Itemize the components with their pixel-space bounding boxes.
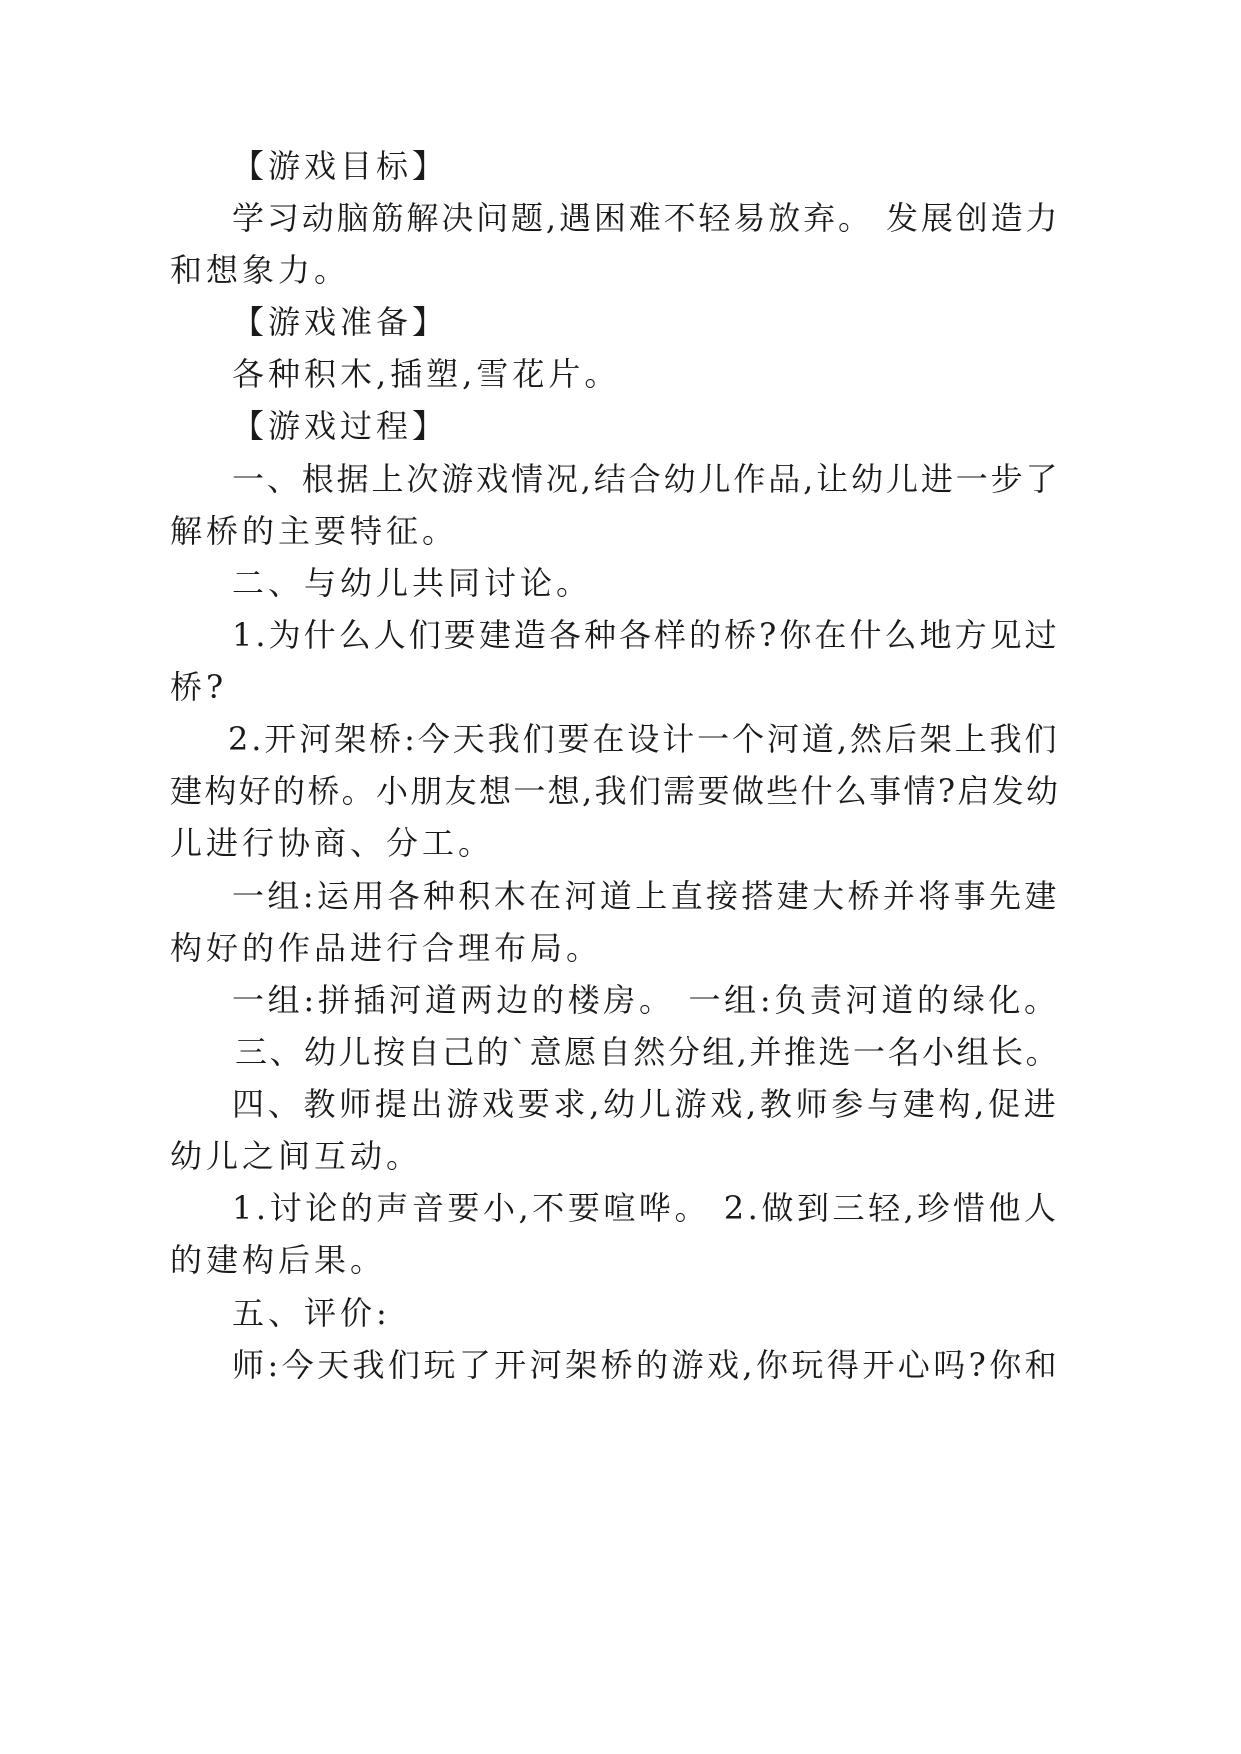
heading-game-process: 【游戏过程】 xyxy=(232,407,449,445)
paragraph-line: 一、根据上次游戏情况,结合幼儿作品,让幼儿进一步了 xyxy=(232,460,1061,498)
paragraph-line: 建构好的桥。小朋友想一想,我们需要做些什么事情?启发幼 xyxy=(170,772,1061,810)
paragraph-line: 1.讨论的声音要小,不要喧哗。 2.做到三轻,珍惜他人 xyxy=(232,1189,1060,1227)
paragraph-line: 师:今天我们玩了开河架桥的游戏,你玩得开心吗?你和 xyxy=(232,1346,1061,1384)
paragraph-line: 五、评价: xyxy=(232,1294,391,1332)
paragraph-line: 2.开河架桥:今天我们要在设计一个河道,然后架上我们 xyxy=(228,720,1060,758)
paragraph-line: 各种积木,插塑,雪花片。 xyxy=(232,355,621,393)
paragraph-line: 解桥的主要特征。 xyxy=(170,512,459,550)
paragraph-line: 一组:拼插河道两边的楼房。 一组:负责河道的绿化。 xyxy=(232,981,1060,1019)
paragraph-line: 构好的作品进行合理布局。 xyxy=(170,929,603,967)
paragraph-line: 儿进行协商、分工。 xyxy=(170,824,495,862)
paragraph-line: 三、幼儿按自己的`意愿自然分组,并推选一名小组长。 xyxy=(235,1033,1061,1071)
heading-game-goal: 【游戏目标】 xyxy=(232,147,449,185)
paragraph-line: 的建构后果。 xyxy=(170,1241,387,1279)
paragraph-line: 幼儿之间互动。 xyxy=(170,1137,423,1175)
paragraph-line: 1.为什么人们要建造各种各样的桥?你在什么地方见过 xyxy=(232,616,1060,654)
paragraph-line: 学习动脑筋解决问题,遇困难不轻易放弃。 发展创造力 xyxy=(232,199,1061,237)
heading-game-prep: 【游戏准备】 xyxy=(232,303,449,341)
paragraph-line: 和想象力。 xyxy=(170,251,351,289)
paragraph-line: 桥? xyxy=(170,668,228,706)
paragraph-line: 二、与幼儿共同讨论。 xyxy=(232,564,593,602)
paragraph-line: 四、教师提出游戏要求,幼儿游戏,教师参与建构,促进 xyxy=(232,1085,1060,1123)
paragraph-line: 一组:运用各种积木在河道上直接搭建大桥并将事先建 xyxy=(232,877,1060,915)
